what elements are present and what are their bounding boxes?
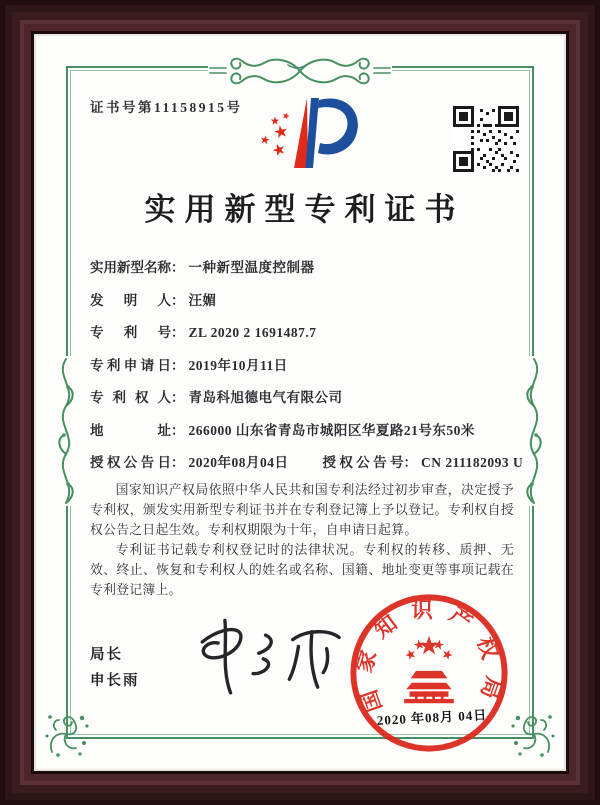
certificate-number: 证书号第11158915号 <box>90 100 243 115</box>
official-seal-icon <box>348 592 510 759</box>
field-list <box>90 258 530 486</box>
field-patentee <box>90 388 530 407</box>
field-value: 汪媚 <box>188 292 217 308</box>
field-label: 专利申请日 <box>90 357 171 373</box>
field-label: 地址 <box>90 422 171 438</box>
director-title: 局长 <box>90 647 123 663</box>
field-patent-no <box>90 323 530 342</box>
colon: ： <box>171 260 185 275</box>
colon: ： <box>171 422 185 438</box>
field-value: 266000 山东省青岛市城阳区华夏路21号东50米 <box>188 422 475 438</box>
director-block <box>90 642 140 694</box>
field-label: 授权公告日 <box>90 455 171 470</box>
colon: ： <box>171 357 185 373</box>
field-label: 专利权人 <box>90 390 171 405</box>
svg-text:国家知识产权局 <box>351 598 507 715</box>
field-value: 一种新型温度控制器 <box>188 260 315 275</box>
field-value: 青岛科旭德电气有限公司 <box>188 390 343 405</box>
field-value: 2019年10月11日 <box>188 357 288 373</box>
field-label: 发明人 <box>90 292 171 308</box>
field-value: ZL 2020 2 1691487.7 <box>188 325 317 340</box>
top-flourish-icon <box>208 53 392 89</box>
field-value: CN 211182093 U <box>421 455 524 470</box>
field-grant-date-and-no <box>90 453 530 472</box>
certificate-paper <box>36 36 564 769</box>
colon: ： <box>171 325 185 340</box>
field-label: 专利号 <box>90 325 171 340</box>
field-label: 授权公告号 <box>322 455 404 470</box>
corner-floral-icon <box>508 710 556 758</box>
seal-date: 2020 年08月 04日 <box>376 707 488 728</box>
certificate-title: 实用新型专利证书 <box>144 192 465 227</box>
qr-code <box>453 106 519 177</box>
field-name <box>90 258 530 277</box>
colon: ： <box>171 455 185 470</box>
field-inventor <box>90 291 530 310</box>
field-value: 2020年08月04日 <box>188 455 289 470</box>
colon: ： <box>171 292 185 308</box>
cnipa-logo-icon <box>248 88 366 185</box>
field-label: 实用新型名称 <box>90 260 171 275</box>
legal-paragraph-1: 国家知识产权局依照中华人民共和国专利法经过初步审查，决定授予专利权，颁发实用新型专利证书并在专利登记簿上予以登记。专利权自授权公告之日起生效。专利权期限为十年，自申请日起算。 <box>90 483 514 537</box>
field-address <box>90 421 530 440</box>
director-name: 申长雨 <box>90 673 140 689</box>
field-filing-date <box>90 356 530 375</box>
legal-paragraph-2: 专利证书记载专利权登记时的法律状况。专利权的转移、质押、无效、终止、恢复和专利权人的姓名或名称、国籍、地址变更等事项记载在专利登记簿上。 <box>90 543 514 597</box>
corner-floral-icon <box>44 710 92 758</box>
colon: ： <box>171 390 185 405</box>
handwritten-signature-icon <box>184 608 354 708</box>
colon: ： <box>403 455 417 470</box>
legal-text <box>90 480 514 600</box>
seal-ring-text: 国家知识产权局 <box>351 598 507 716</box>
left-flourish-icon <box>53 356 79 506</box>
